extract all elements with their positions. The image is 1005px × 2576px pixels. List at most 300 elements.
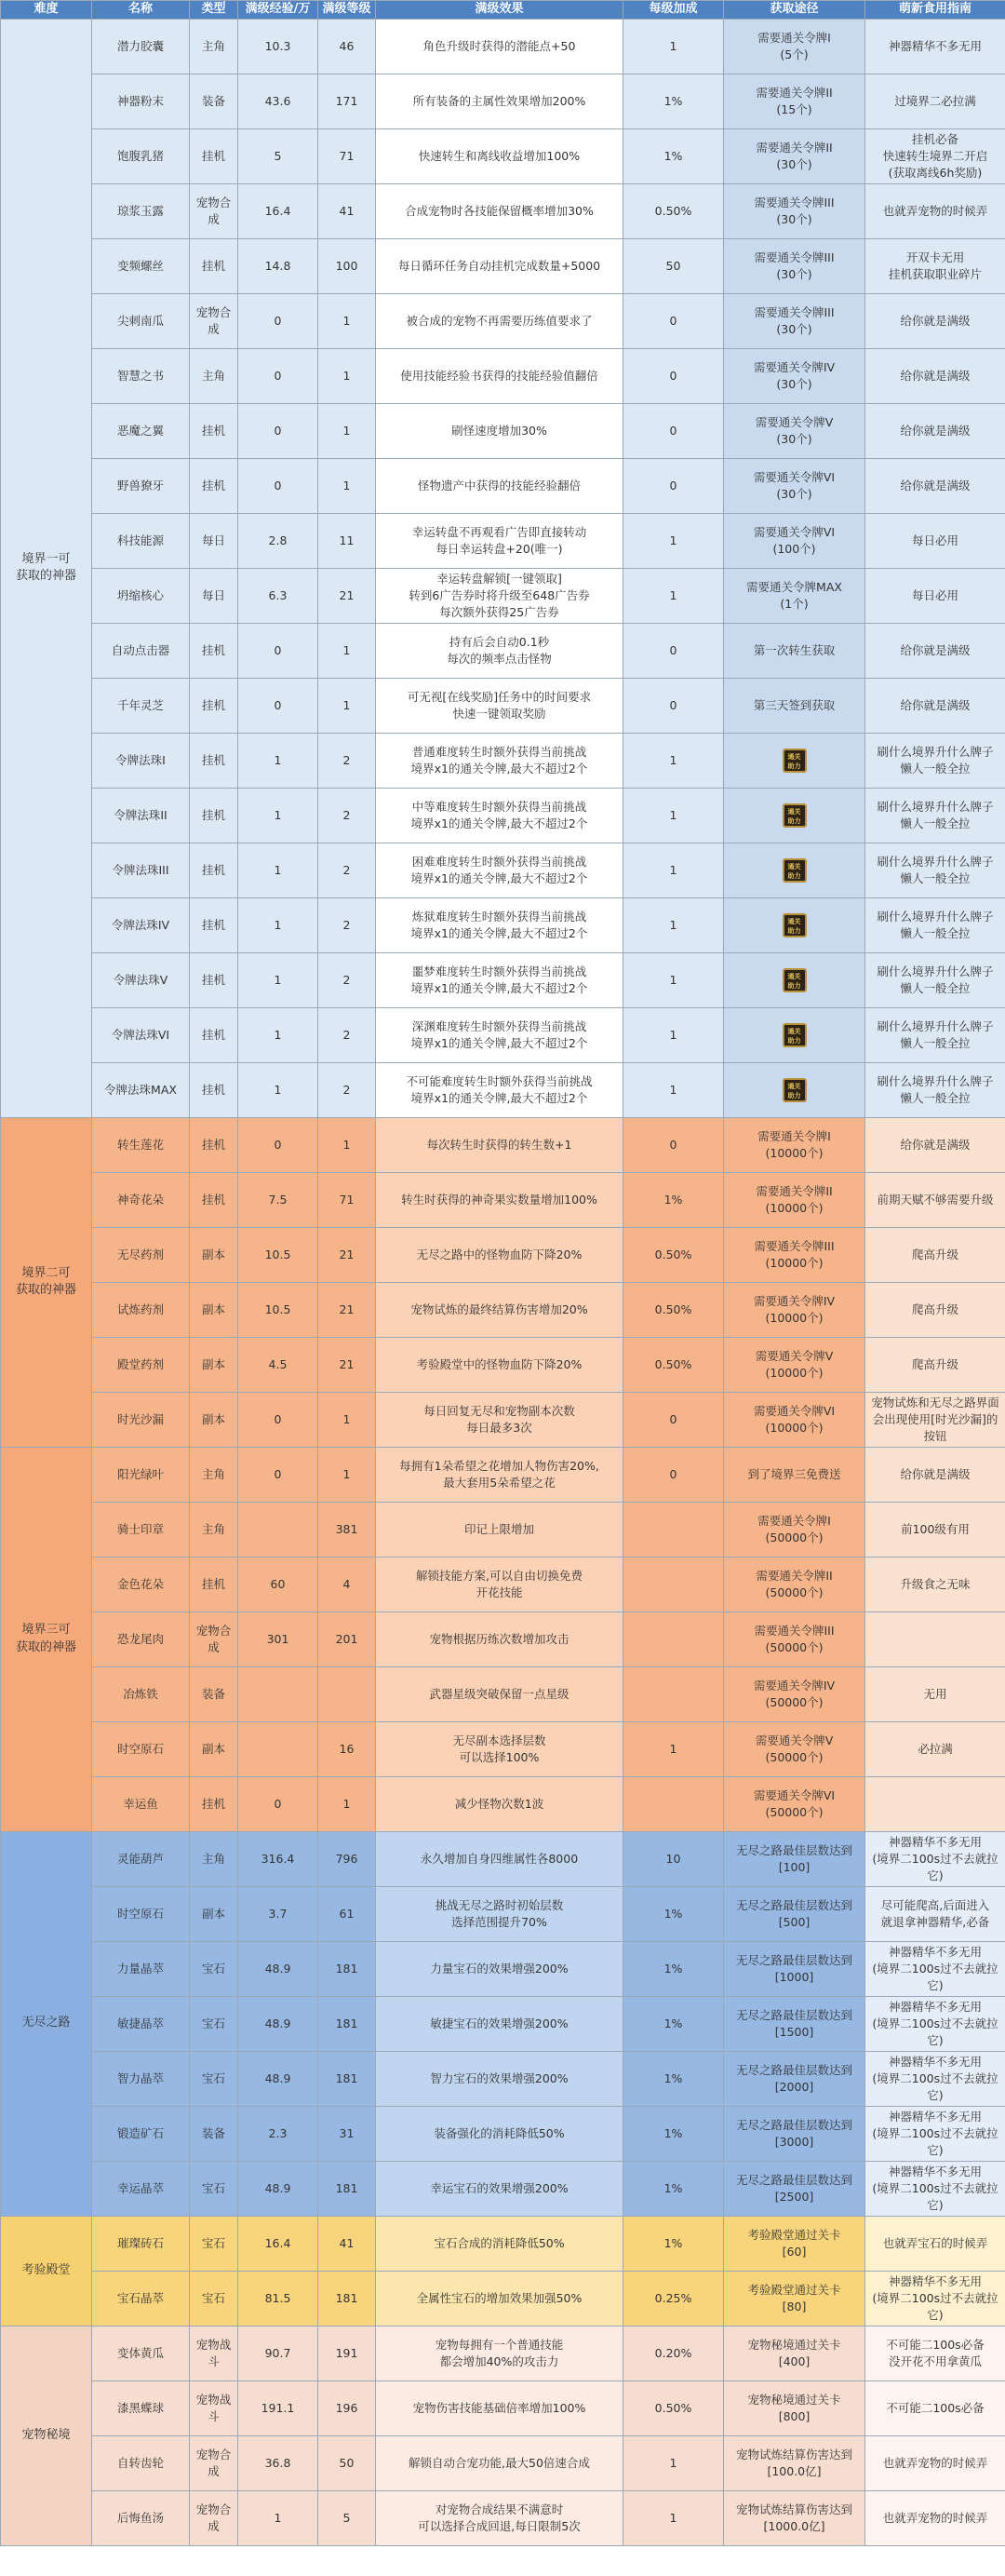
table-row <box>1 2161 1005 2216</box>
artifact-name: 琼浆玉露 <box>92 183 190 238</box>
max-level: 2 <box>318 733 376 788</box>
per-level-bonus: 0 <box>623 403 724 458</box>
max-exp: 2.3 <box>238 2106 318 2161</box>
max-level <box>318 1666 376 1721</box>
newbie-guide: 无用 <box>865 1666 1005 1721</box>
section-endless-road <box>1 1831 1005 2216</box>
max-exp: 16.4 <box>238 2216 318 2271</box>
acquisition: 第一次转生获取 <box>724 623 865 678</box>
newbie-guide: 也就弄宠物的时候弄 <box>865 183 1005 238</box>
difficulty-group: 考验殿堂 <box>1 2216 92 2326</box>
max-effect: 宠物根据历练次数增加攻击 <box>376 1612 623 1666</box>
per-level-bonus: 1% <box>623 1941 724 1996</box>
newbie-guide: 前100级有用 <box>865 1502 1005 1557</box>
max-level: 11 <box>318 513 376 568</box>
max-level: 61 <box>318 1886 376 1941</box>
max-exp <box>238 1721 318 1776</box>
newbie-guide: 爬高升级 <box>865 1337 1005 1392</box>
newbie-guide: 过境界二必拉满 <box>865 74 1005 128</box>
per-level-bonus: 0.25% <box>623 2271 724 2326</box>
acquisition: 需要通关令牌III (30个) <box>724 183 865 238</box>
artifact-name: 坍缩核心 <box>92 568 190 623</box>
max-effect: 怪物遗产中获得的技能经验翻倍 <box>376 458 623 513</box>
acquisition <box>724 1062 865 1117</box>
per-level-bonus: 1% <box>623 1996 724 2051</box>
max-effect: 无尽副本选择层数 可以选择100% <box>376 1721 623 1776</box>
artifact-name: 潜力胶囊 <box>92 19 190 74</box>
max-effect: 武器星级突破保留一点星级 <box>376 1666 623 1721</box>
max-effect: 可无视[在线奖励]任务中的时间要求 快速一键领取奖励 <box>376 678 623 733</box>
table-row <box>1 458 1005 513</box>
artifact-type: 副本 <box>190 1337 238 1392</box>
newbie-guide: 刷什么境界升什么牌子 懒人一般全拉 <box>865 1007 1005 1062</box>
per-level-bonus: 0 <box>623 1117 724 1172</box>
max-effect: 考验殿堂中的怪物血防下降20% <box>376 1337 623 1392</box>
newbie-guide: 不可能二100s必备 没开花不用拿黄瓜 <box>865 2326 1005 2380</box>
artifact-name: 科技能源 <box>92 513 190 568</box>
max-level: 21 <box>318 1337 376 1392</box>
per-level-bonus: 1 <box>623 1062 724 1117</box>
newbie-guide: 神器精华不多无用 (境界二100s过不去就拉它) <box>865 2051 1005 2106</box>
artifact-type: 副本 <box>190 1721 238 1776</box>
per-level-bonus: 0 <box>623 1447 724 1502</box>
max-exp: 316.4 <box>238 1831 318 1886</box>
table-row <box>1 1117 1005 1172</box>
per-level-bonus: 1 <box>623 788 724 843</box>
newbie-guide: 每日必用 <box>865 513 1005 568</box>
difficulty-group: 境界三可 获取的神器 <box>1 1447 92 1831</box>
acquisition: 到了境界三免费送 <box>724 1447 865 1502</box>
acquisition: 需要通关令牌V (50000个) <box>724 1721 865 1776</box>
acquisition: 无尽之路最佳层数达到 [2500] <box>724 2161 865 2216</box>
max-level: 2 <box>318 897 376 952</box>
table-row <box>1 1612 1005 1666</box>
artifact-type: 主角 <box>190 1447 238 1502</box>
artifact-name: 时光沙漏 <box>92 1392 190 1447</box>
max-effect: 智力宝石的效果增强200% <box>376 2051 623 2106</box>
per-level-bonus: 1 <box>623 897 724 952</box>
acquisition: 需要通关令牌III (50000个) <box>724 1612 865 1666</box>
max-exp: 0 <box>238 623 318 678</box>
acquisition <box>724 733 865 788</box>
table-row <box>1 183 1005 238</box>
max-effect: 使用技能经验书获得的技能经验值翻倍 <box>376 348 623 403</box>
artifact-type: 挂机 <box>190 1172 238 1227</box>
newbie-guide: 给你就是满级 <box>865 623 1005 678</box>
table-row <box>1 2490 1005 2545</box>
token-badge-icon: 通关 助力 <box>783 858 807 883</box>
max-level: 16 <box>318 1721 376 1776</box>
per-level-bonus: 0 <box>623 293 724 348</box>
max-effect: 解锁技能方案,可以自由切换免费 开花技能 <box>376 1557 623 1612</box>
artifact-name: 令牌法珠II <box>92 788 190 843</box>
newbie-guide: 刷什么境界升什么牌子 懒人一般全拉 <box>865 733 1005 788</box>
max-level: 1 <box>318 1447 376 1502</box>
per-level-bonus: 1% <box>623 2216 724 2271</box>
artifact-type: 挂机 <box>190 458 238 513</box>
max-effect: 快速转生和离线收益增加100% <box>376 128 623 183</box>
max-effect: 被合成的宠物不再需要历练值要求了 <box>376 293 623 348</box>
acquisition: 宠物试炼结算伤害达到 [100.0亿] <box>724 2435 865 2490</box>
acquisition: 需要通关令牌IV (30个) <box>724 348 865 403</box>
artifact-name: 漆黑蝶球 <box>92 2380 190 2435</box>
newbie-guide: 神器精华不多无用 (境界二100s过不去就拉它) <box>865 2161 1005 2216</box>
max-exp: 0 <box>238 348 318 403</box>
max-level: 381 <box>318 1502 376 1557</box>
acquisition: 无尽之路最佳层数达到 [500] <box>724 1886 865 1941</box>
artifact-name: 野兽獠牙 <box>92 458 190 513</box>
per-level-bonus: 0 <box>623 678 724 733</box>
max-effect: 每次转生时获得的转生数+1 <box>376 1117 623 1172</box>
artifact-type: 挂机 <box>190 733 238 788</box>
artifact-name: 敏捷晶萃 <box>92 1996 190 2051</box>
max-level: 4 <box>318 1557 376 1612</box>
artifact-name: 锻造矿石 <box>92 2106 190 2161</box>
table-row <box>1 1776 1005 1831</box>
max-exp: 48.9 <box>238 2161 318 2216</box>
max-effect: 普通难度转生时额外获得当前挑战 境界x1的通关令牌,最大不超过2个 <box>376 733 623 788</box>
max-effect: 宠物每拥有一个普通技能 都会增加40%的攻击力 <box>376 2326 623 2380</box>
token-badge-icon: 通关 助力 <box>783 1023 807 1047</box>
acquisition <box>724 952 865 1007</box>
table-row <box>1 1392 1005 1447</box>
max-exp: 48.9 <box>238 2051 318 2106</box>
table-row <box>1 1337 1005 1392</box>
max-level: 41 <box>318 183 376 238</box>
max-level: 181 <box>318 2161 376 2216</box>
max-effect: 持有后会自动0.1秒 每次的频率点击怪物 <box>376 623 623 678</box>
per-level-bonus: 0.50% <box>623 1227 724 1282</box>
artifact-type: 挂机 <box>190 897 238 952</box>
acquisition: 无尽之路最佳层数达到 [1500] <box>724 1996 865 2051</box>
artifact-name: 自转齿轮 <box>92 2435 190 2490</box>
max-level: 1 <box>318 678 376 733</box>
max-level: 1 <box>318 293 376 348</box>
per-level-bonus <box>623 1612 724 1666</box>
per-level-bonus: 0.50% <box>623 2380 724 2435</box>
table-row <box>1 952 1005 1007</box>
max-effect: 永久增加自身四维属性各8000 <box>376 1831 623 1886</box>
artifact-type: 主角 <box>190 1831 238 1886</box>
max-exp: 48.9 <box>238 1996 318 2051</box>
newbie-guide: 前期天赋不够需要升级 <box>865 1172 1005 1227</box>
max-effect: 炼狱难度转生时额外获得当前挑战 境界x1的通关令牌,最大不超过2个 <box>376 897 623 952</box>
table-row <box>1 1666 1005 1721</box>
max-level: 1 <box>318 1392 376 1447</box>
section-trial-hall <box>1 2216 1005 2326</box>
newbie-guide: 刷什么境界升什么牌子 懒人一般全拉 <box>865 788 1005 843</box>
artifact-name: 试炼药剂 <box>92 1282 190 1337</box>
per-level-bonus: 1 <box>623 568 724 623</box>
table-row <box>1 2106 1005 2161</box>
artifact-type: 挂机 <box>190 843 238 897</box>
max-exp: 1 <box>238 897 318 952</box>
max-effect: 挑战无尽之路时初始层数 选择范围提升70% <box>376 1886 623 1941</box>
acquisition: 需要通关令牌I (50000个) <box>724 1502 865 1557</box>
per-level-bonus: 1 <box>623 513 724 568</box>
max-level: 796 <box>318 1831 376 1886</box>
max-effect: 每日回复无尽和宠物副本次数 每日最多3次 <box>376 1392 623 1447</box>
max-exp: 1 <box>238 952 318 1007</box>
per-level-bonus: 0.50% <box>623 183 724 238</box>
newbie-guide: 神器精华不多无用 (境界二100s过不去就拉它) <box>865 1831 1005 1886</box>
artifact-type: 每日 <box>190 568 238 623</box>
newbie-guide: 给你就是满级 <box>865 348 1005 403</box>
header-newbie-guide: 萌新食用指南 <box>865 1 1005 20</box>
table-row <box>1 238 1005 293</box>
table-header <box>1 1 1005 20</box>
artifact-type: 挂机 <box>190 403 238 458</box>
artifact-name: 时空原石 <box>92 1721 190 1776</box>
artifact-type: 宝石 <box>190 2161 238 2216</box>
artifact-name: 力量晶萃 <box>92 1941 190 1996</box>
token-badge-icon: 通关 助力 <box>783 749 807 773</box>
max-effect: 深渊难度转生时额外获得当前挑战 境界x1的通关令牌,最大不超过2个 <box>376 1007 623 1062</box>
newbie-guide: 每日必用 <box>865 568 1005 623</box>
newbie-guide: 给你就是满级 <box>865 458 1005 513</box>
max-exp: 81.5 <box>238 2271 318 2326</box>
artifact-name: 神器粉末 <box>92 74 190 128</box>
per-level-bonus <box>623 1666 724 1721</box>
max-exp: 0 <box>238 293 318 348</box>
table-row <box>1 513 1005 568</box>
per-level-bonus: 1 <box>623 843 724 897</box>
artifact-name: 璀璨砖石 <box>92 2216 190 2271</box>
max-exp <box>238 1666 318 1721</box>
artifact-name: 令牌法珠MAX <box>92 1062 190 1117</box>
acquisition: 需要通关令牌III (30个) <box>724 238 865 293</box>
acquisition: 需要通关令牌II (10000个) <box>724 1172 865 1227</box>
artifact-name: 幸运鱼 <box>92 1776 190 1831</box>
max-exp: 90.7 <box>238 2326 318 2380</box>
max-exp: 7.5 <box>238 1172 318 1227</box>
artifact-name: 殿堂药剂 <box>92 1337 190 1392</box>
newbie-guide: 爬高升级 <box>865 1282 1005 1337</box>
table-row <box>1 2051 1005 2106</box>
newbie-guide: 神器精华不多无用 <box>865 19 1005 74</box>
max-level: 21 <box>318 1282 376 1337</box>
artifact-type: 副本 <box>190 1886 238 1941</box>
artifact-type: 宝石 <box>190 2271 238 2326</box>
per-level-bonus: 10 <box>623 1831 724 1886</box>
max-exp: 14.8 <box>238 238 318 293</box>
max-level: 2 <box>318 1007 376 1062</box>
max-level: 71 <box>318 128 376 183</box>
max-level: 201 <box>318 1612 376 1666</box>
artifact-type: 挂机 <box>190 1557 238 1612</box>
artifact-name: 无尽药剂 <box>92 1227 190 1282</box>
table-row <box>1 2435 1005 2490</box>
max-effect: 每日循环任务自动挂机完成数量+5000 <box>376 238 623 293</box>
per-level-bonus: 1% <box>623 2161 724 2216</box>
table-row <box>1 843 1005 897</box>
max-exp: 43.6 <box>238 74 318 128</box>
section-realm-2 <box>1 1117 1005 1447</box>
artifact-name: 神奇花朵 <box>92 1172 190 1227</box>
artifact-type: 副本 <box>190 1282 238 1337</box>
per-level-bonus: 1% <box>623 1172 724 1227</box>
acquisition <box>724 788 865 843</box>
max-exp: 10.5 <box>238 1282 318 1337</box>
table-row <box>1 1941 1005 1996</box>
artifact-name: 后悔鱼汤 <box>92 2490 190 2545</box>
acquisition: 需要通关令牌III (30个) <box>724 293 865 348</box>
max-exp: 6.3 <box>238 568 318 623</box>
artifact-name: 冶炼铁 <box>92 1666 190 1721</box>
table-row <box>1 348 1005 403</box>
max-effect: 宝石合成的消耗降低50% <box>376 2216 623 2271</box>
table-row <box>1 1007 1005 1062</box>
max-exp: 10.5 <box>238 1227 318 1282</box>
token-badge-icon: 通关 助力 <box>783 913 807 937</box>
artifact-name: 恐龙尾肉 <box>92 1612 190 1666</box>
max-effect: 幸运转盘解锁[一键领取] 转到6广告券时将升级至648广告券 每次额外获得25广告券 <box>376 568 623 623</box>
max-exp: 48.9 <box>238 1941 318 1996</box>
acquisition: 需要通关令牌I (5个) <box>724 19 865 74</box>
artifact-name: 尖刺南瓜 <box>92 293 190 348</box>
artifact-type: 挂机 <box>190 623 238 678</box>
difficulty-group: 宠物秘境 <box>1 2326 92 2545</box>
acquisition: 需要通关令牌II (30个) <box>724 128 865 183</box>
max-exp <box>238 1502 318 1557</box>
max-effect: 中等难度转生时额外获得当前挑战 境界x1的通关令牌,最大不超过2个 <box>376 788 623 843</box>
header-max-level: 满级等级 <box>318 1 376 20</box>
header-per-level-bonus: 每级加成 <box>623 1 724 20</box>
artifact-type: 挂机 <box>190 678 238 733</box>
max-exp: 0 <box>238 1392 318 1447</box>
newbie-guide: 开双卡无用 挂机获取职业碎片 <box>865 238 1005 293</box>
max-level: 191 <box>318 2326 376 2380</box>
acquisition: 宠物秘境通过关卡 [800] <box>724 2380 865 2435</box>
max-level: 71 <box>318 1172 376 1227</box>
acquisition: 需要通关令牌MAX (1个) <box>724 568 865 623</box>
token-badge-icon: 通关 助力 <box>783 803 807 828</box>
newbie-guide: 刷什么境界升什么牌子 懒人一般全拉 <box>865 952 1005 1007</box>
per-level-bonus: 0.20% <box>623 2326 724 2380</box>
difficulty-group: 境界一可 获取的神器 <box>1 19 92 1117</box>
max-exp: 1 <box>238 2490 318 2545</box>
artifact-name: 转生莲花 <box>92 1117 190 1172</box>
newbie-guide <box>865 1612 1005 1666</box>
max-effect: 宠物伤害技能基础倍率增加100% <box>376 2380 623 2435</box>
max-exp: 5 <box>238 128 318 183</box>
difficulty-group: 无尽之路 <box>1 1831 92 2216</box>
max-effect: 所有装备的主属性效果增加200% <box>376 74 623 128</box>
newbie-guide: 给你就是满级 <box>865 293 1005 348</box>
header-acquisition: 获取途径 <box>724 1 865 20</box>
newbie-guide: 也就弄宝石的时候弄 <box>865 2216 1005 2271</box>
per-level-bonus: 0 <box>623 1392 724 1447</box>
max-exp: 4.5 <box>238 1337 318 1392</box>
max-level: 1 <box>318 458 376 513</box>
max-exp: 2.8 <box>238 513 318 568</box>
per-level-bonus: 1% <box>623 2051 724 2106</box>
artifact-type: 宠物战斗 <box>190 2326 238 2380</box>
artifact-name: 灵能葫芦 <box>92 1831 190 1886</box>
max-exp: 0 <box>238 1117 318 1172</box>
per-level-bonus: 1 <box>623 952 724 1007</box>
table-row <box>1 74 1005 128</box>
max-exp: 16.4 <box>238 183 318 238</box>
per-level-bonus <box>623 1502 724 1557</box>
max-exp: 0 <box>238 1447 318 1502</box>
acquisition: 需要通关令牌IV (50000个) <box>724 1666 865 1721</box>
acquisition: 需要通关令牌VI (10000个) <box>724 1392 865 1447</box>
acquisition: 需要通关令牌V (10000个) <box>724 1337 865 1392</box>
artifact-type: 挂机 <box>190 1117 238 1172</box>
max-exp: 60 <box>238 1557 318 1612</box>
max-level: 181 <box>318 2271 376 2326</box>
max-exp: 36.8 <box>238 2435 318 2490</box>
acquisition: 无尽之路最佳层数达到 [100] <box>724 1831 865 1886</box>
per-level-bonus: 1 <box>623 2435 724 2490</box>
newbie-guide: 给你就是满级 <box>865 1117 1005 1172</box>
artifact-name: 变体黄瓜 <box>92 2326 190 2380</box>
header-max-exp: 满级经验/万 <box>238 1 318 20</box>
newbie-guide: 神器精华不多无用 (境界二100s过不去就拉它) <box>865 2106 1005 2161</box>
acquisition: 需要通关令牌VI (50000个) <box>724 1776 865 1831</box>
artifact-type: 宝石 <box>190 1996 238 2051</box>
header-name: 名称 <box>92 1 190 20</box>
artifact-type: 装备 <box>190 2106 238 2161</box>
artifact-type: 宠物合成 <box>190 1612 238 1666</box>
artifact-type: 宝石 <box>190 2216 238 2271</box>
acquisition <box>724 843 865 897</box>
artifact-type: 挂机 <box>190 128 238 183</box>
artifact-type: 宠物合成 <box>190 2490 238 2545</box>
max-exp: 1 <box>238 788 318 843</box>
acquisition: 需要通关令牌IV (10000个) <box>724 1282 865 1337</box>
acquisition: 需要通关令牌II (50000个) <box>724 1557 865 1612</box>
table-row <box>1 1557 1005 1612</box>
per-level-bonus <box>623 1557 724 1612</box>
per-level-bonus: 0.50% <box>623 1282 724 1337</box>
newbie-guide: 升级食之无味 <box>865 1557 1005 1612</box>
max-effect: 角色升级时获得的潜能点+50 <box>376 19 623 74</box>
acquisition: 宠物秘境通过关卡 [400] <box>724 2326 865 2380</box>
max-effect: 噩梦难度转生时额外获得当前挑战 境界x1的通关令牌,最大不超过2个 <box>376 952 623 1007</box>
acquisition: 无尽之路最佳层数达到 [1000] <box>724 1941 865 1996</box>
artifact-type: 宝石 <box>190 1941 238 1996</box>
artifact-name: 饱腹乳猪 <box>92 128 190 183</box>
newbie-guide: 神器精华不多无用 (境界二100s过不去就拉它) <box>865 1941 1005 1996</box>
max-level: 21 <box>318 568 376 623</box>
difficulty-group: 境界二可 获取的神器 <box>1 1117 92 1447</box>
newbie-guide: 给你就是满级 <box>865 403 1005 458</box>
token-badge-icon: 通关 助力 <box>783 968 807 992</box>
artifact-name: 幸运晶萃 <box>92 2161 190 2216</box>
table-row <box>1 1831 1005 1886</box>
max-level: 1 <box>318 348 376 403</box>
newbie-guide: 刷什么境界升什么牌子 懒人一般全拉 <box>865 1062 1005 1117</box>
acquisition: 考验殿堂通过关卡 [80] <box>724 2271 865 2326</box>
acquisition: 考验殿堂通过关卡 [60] <box>724 2216 865 2271</box>
max-effect: 解锁自动合宠功能,最大50倍速合成 <box>376 2435 623 2490</box>
table-row <box>1 2271 1005 2326</box>
newbie-guide: 刷什么境界升什么牌子 懒人一般全拉 <box>865 897 1005 952</box>
acquisition: 第三天签到获取 <box>724 678 865 733</box>
per-level-bonus: 1 <box>623 733 724 788</box>
max-effect: 幸运宝石的效果增强200% <box>376 2161 623 2216</box>
table-row <box>1 1721 1005 1776</box>
artifact-name: 金色花朵 <box>92 1557 190 1612</box>
table-row <box>1 403 1005 458</box>
max-effect: 幸运转盘不再观看广告即直接转动 每日幸运转盘+20(唯一) <box>376 513 623 568</box>
table-row <box>1 1996 1005 2051</box>
max-exp: 10.3 <box>238 19 318 74</box>
table-row <box>1 128 1005 183</box>
max-effect: 刷怪速度增加30% <box>376 403 623 458</box>
